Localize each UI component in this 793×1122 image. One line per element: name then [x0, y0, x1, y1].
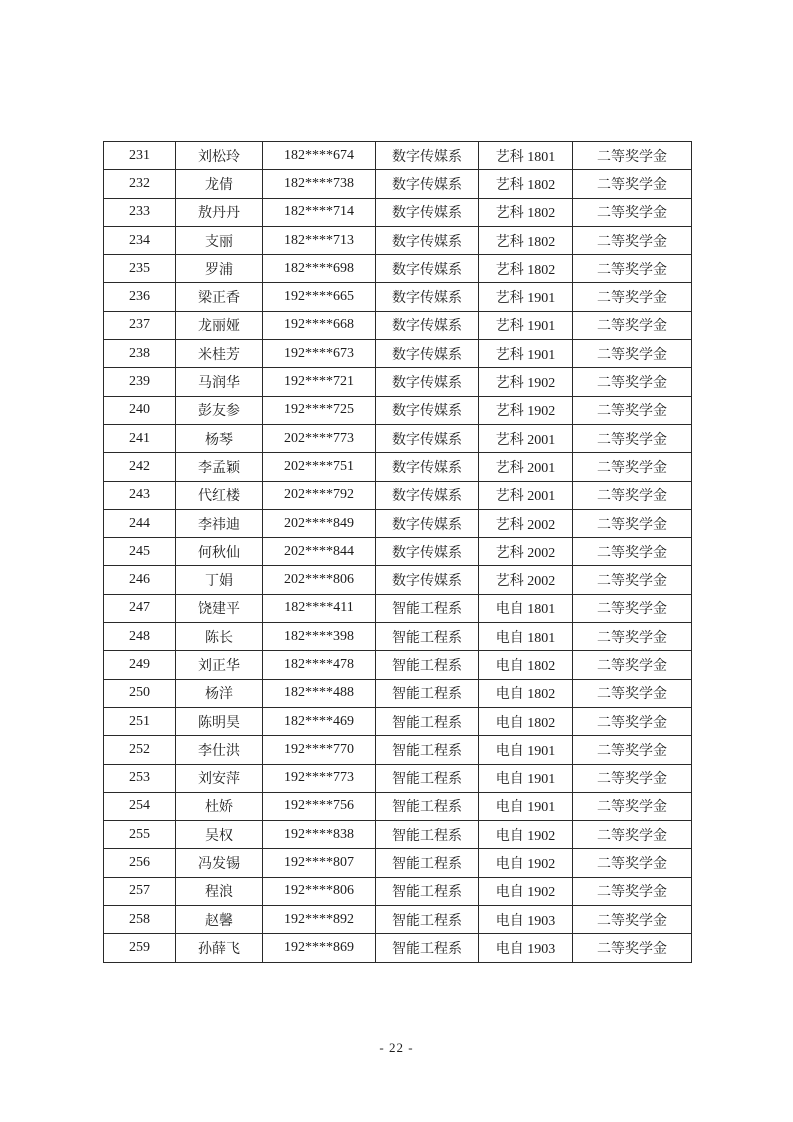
cell-department: 数字传媒系	[376, 424, 479, 452]
cell-award: 二等奖学金	[573, 934, 692, 962]
table-row	[104, 934, 692, 962]
cell-student-name: 赵馨	[176, 906, 263, 934]
cell-student-id: 192****773	[263, 764, 376, 792]
cell-department: 数字传媒系	[376, 226, 479, 254]
table-row	[104, 792, 692, 820]
cell-award: 二等奖学金	[573, 736, 692, 764]
cell-class: 艺科 2001	[479, 481, 573, 509]
cell-student-id: 192****725	[263, 396, 376, 424]
cell-row-number: 234	[104, 226, 176, 254]
cell-class: 电自 1902	[479, 849, 573, 877]
cell-student-id: 182****714	[263, 198, 376, 226]
cell-award: 二等奖学金	[573, 170, 692, 198]
cell-student-name: 罗浦	[176, 255, 263, 283]
cell-department: 数字传媒系	[376, 481, 479, 509]
cell-student-id: 192****665	[263, 283, 376, 311]
cell-row-number: 241	[104, 424, 176, 452]
cell-class: 电自 1901	[479, 764, 573, 792]
cell-class: 艺科 1802	[479, 255, 573, 283]
cell-award: 二等奖学金	[573, 509, 692, 537]
cell-department: 数字传媒系	[376, 170, 479, 198]
cell-class: 电自 1802	[479, 651, 573, 679]
cell-student-id: 192****668	[263, 311, 376, 339]
table-row	[104, 311, 692, 339]
cell-student-name: 陈明昊	[176, 707, 263, 735]
cell-department: 数字传媒系	[376, 311, 479, 339]
cell-class: 艺科 1901	[479, 340, 573, 368]
cell-row-number: 258	[104, 906, 176, 934]
cell-student-id: 182****674	[263, 142, 376, 170]
cell-row-number: 231	[104, 142, 176, 170]
cell-student-id: 192****838	[263, 821, 376, 849]
cell-department: 数字传媒系	[376, 142, 479, 170]
cell-student-name: 丁娟	[176, 566, 263, 594]
cell-student-name: 李孟颖	[176, 453, 263, 481]
table-row	[104, 651, 692, 679]
table-row	[104, 198, 692, 226]
table-row	[104, 849, 692, 877]
table-row	[104, 679, 692, 707]
table-row	[104, 340, 692, 368]
cell-award: 二等奖学金	[573, 821, 692, 849]
cell-student-id: 202****844	[263, 538, 376, 566]
cell-student-id: 192****869	[263, 934, 376, 962]
cell-department: 数字传媒系	[376, 283, 479, 311]
cell-award: 二等奖学金	[573, 792, 692, 820]
cell-student-id: 202****751	[263, 453, 376, 481]
cell-row-number: 242	[104, 453, 176, 481]
cell-class: 艺科 1901	[479, 283, 573, 311]
cell-row-number: 248	[104, 623, 176, 651]
cell-student-name: 冯发锡	[176, 849, 263, 877]
cell-row-number: 252	[104, 736, 176, 764]
cell-student-name: 吴权	[176, 821, 263, 849]
cell-row-number: 257	[104, 877, 176, 905]
cell-department: 智能工程系	[376, 934, 479, 962]
cell-student-id: 182****411	[263, 594, 376, 622]
cell-row-number: 232	[104, 170, 176, 198]
table-row	[104, 538, 692, 566]
cell-class: 艺科 1802	[479, 198, 573, 226]
cell-row-number: 255	[104, 821, 176, 849]
cell-award: 二等奖学金	[573, 481, 692, 509]
cell-row-number: 259	[104, 934, 176, 962]
cell-class: 电自 1901	[479, 792, 573, 820]
cell-row-number: 239	[104, 368, 176, 396]
cell-student-name: 李祎迪	[176, 509, 263, 537]
cell-student-name: 彭友参	[176, 396, 263, 424]
table-row	[104, 877, 692, 905]
cell-student-id: 182****713	[263, 226, 376, 254]
cell-row-number: 243	[104, 481, 176, 509]
cell-row-number: 253	[104, 764, 176, 792]
cell-student-name: 龙倩	[176, 170, 263, 198]
cell-class: 电自 1903	[479, 934, 573, 962]
cell-award: 二等奖学金	[573, 283, 692, 311]
cell-student-id: 182****398	[263, 623, 376, 651]
cell-award: 二等奖学金	[573, 651, 692, 679]
cell-student-name: 饶建平	[176, 594, 263, 622]
cell-award: 二等奖学金	[573, 566, 692, 594]
cell-student-id: 192****807	[263, 849, 376, 877]
cell-department: 数字传媒系	[376, 566, 479, 594]
table-row	[104, 453, 692, 481]
cell-award: 二等奖学金	[573, 707, 692, 735]
cell-student-name: 刘松玲	[176, 142, 263, 170]
table-row	[104, 481, 692, 509]
cell-award: 二等奖学金	[573, 198, 692, 226]
cell-student-name: 龙丽娅	[176, 311, 263, 339]
cell-class: 电自 1902	[479, 821, 573, 849]
cell-student-id: 182****738	[263, 170, 376, 198]
cell-student-name: 陈长	[176, 623, 263, 651]
cell-department: 智能工程系	[376, 877, 479, 905]
cell-row-number: 251	[104, 707, 176, 735]
cell-class: 电自 1901	[479, 736, 573, 764]
cell-student-name: 孙薛飞	[176, 934, 263, 962]
table-row	[104, 707, 692, 735]
cell-department: 智能工程系	[376, 679, 479, 707]
cell-class: 艺科 2002	[479, 566, 573, 594]
cell-row-number: 246	[104, 566, 176, 594]
cell-class: 艺科 1902	[479, 368, 573, 396]
cell-row-number: 235	[104, 255, 176, 283]
cell-row-number: 238	[104, 340, 176, 368]
cell-award: 二等奖学金	[573, 396, 692, 424]
cell-student-id: 192****892	[263, 906, 376, 934]
cell-row-number: 247	[104, 594, 176, 622]
cell-class: 电自 1802	[479, 679, 573, 707]
cell-department: 数字传媒系	[376, 198, 479, 226]
cell-class: 艺科 1802	[479, 226, 573, 254]
cell-student-id: 182****469	[263, 707, 376, 735]
cell-department: 智能工程系	[376, 792, 479, 820]
cell-award: 二等奖学金	[573, 368, 692, 396]
cell-department: 智能工程系	[376, 707, 479, 735]
cell-award: 二等奖学金	[573, 877, 692, 905]
cell-row-number: 245	[104, 538, 176, 566]
table-row	[104, 906, 692, 934]
cell-department: 数字传媒系	[376, 340, 479, 368]
cell-department: 数字传媒系	[376, 396, 479, 424]
cell-award: 二等奖学金	[573, 538, 692, 566]
table-row	[104, 566, 692, 594]
cell-department: 数字传媒系	[376, 538, 479, 566]
cell-class: 艺科 1801	[479, 142, 573, 170]
cell-department: 智能工程系	[376, 906, 479, 934]
cell-award: 二等奖学金	[573, 311, 692, 339]
cell-award: 二等奖学金	[573, 679, 692, 707]
cell-class: 艺科 1902	[479, 396, 573, 424]
table-row	[104, 424, 692, 452]
cell-class: 电自 1802	[479, 707, 573, 735]
cell-student-name: 代红楼	[176, 481, 263, 509]
cell-award: 二等奖学金	[573, 142, 692, 170]
cell-award: 二等奖学金	[573, 849, 692, 877]
page-number: - 22 -	[379, 1040, 414, 1055]
cell-department: 智能工程系	[376, 594, 479, 622]
cell-department: 智能工程系	[376, 651, 479, 679]
cell-department: 智能工程系	[376, 821, 479, 849]
cell-student-id: 192****806	[263, 877, 376, 905]
cell-row-number: 236	[104, 283, 176, 311]
cell-student-name: 李仕洪	[176, 736, 263, 764]
table-row	[104, 396, 692, 424]
cell-department: 智能工程系	[376, 849, 479, 877]
table-row	[104, 509, 692, 537]
cell-student-id: 182****698	[263, 255, 376, 283]
cell-row-number: 254	[104, 792, 176, 820]
cell-student-name: 何秋仙	[176, 538, 263, 566]
table-row	[104, 821, 692, 849]
cell-student-id: 192****756	[263, 792, 376, 820]
cell-class: 电自 1902	[479, 877, 573, 905]
cell-award: 二等奖学金	[573, 255, 692, 283]
table-row	[104, 226, 692, 254]
scholarship-award-table	[103, 141, 692, 963]
cell-award: 二等奖学金	[573, 594, 692, 622]
cell-department: 数字传媒系	[376, 368, 479, 396]
cell-class: 艺科 2002	[479, 538, 573, 566]
cell-award: 二等奖学金	[573, 453, 692, 481]
cell-student-name: 刘安萍	[176, 764, 263, 792]
table-row	[104, 255, 692, 283]
cell-class: 艺科 2001	[479, 453, 573, 481]
cell-class: 艺科 2002	[479, 509, 573, 537]
cell-student-id: 202****849	[263, 509, 376, 537]
cell-row-number: 250	[104, 679, 176, 707]
cell-class: 艺科 1802	[479, 170, 573, 198]
cell-student-id: 192****721	[263, 368, 376, 396]
cell-student-id: 202****792	[263, 481, 376, 509]
table-row	[104, 368, 692, 396]
cell-department: 智能工程系	[376, 764, 479, 792]
cell-student-name: 支丽	[176, 226, 263, 254]
table-row	[104, 764, 692, 792]
cell-row-number: 249	[104, 651, 176, 679]
cell-award: 二等奖学金	[573, 424, 692, 452]
cell-award: 二等奖学金	[573, 906, 692, 934]
cell-student-id: 192****770	[263, 736, 376, 764]
cell-class: 电自 1903	[479, 906, 573, 934]
table-row	[104, 623, 692, 651]
table-row	[104, 170, 692, 198]
table-row	[104, 142, 692, 170]
cell-row-number: 233	[104, 198, 176, 226]
cell-student-id: 202****806	[263, 566, 376, 594]
cell-award: 二等奖学金	[573, 340, 692, 368]
cell-student-id: 192****673	[263, 340, 376, 368]
cell-student-name: 梁正香	[176, 283, 263, 311]
cell-student-name: 马润华	[176, 368, 263, 396]
cell-class: 艺科 2001	[479, 424, 573, 452]
cell-student-name: 敖丹丹	[176, 198, 263, 226]
cell-department: 数字传媒系	[376, 509, 479, 537]
cell-department: 智能工程系	[376, 623, 479, 651]
cell-row-number: 240	[104, 396, 176, 424]
cell-class: 艺科 1901	[479, 311, 573, 339]
cell-department: 数字传媒系	[376, 255, 479, 283]
cell-department: 数字传媒系	[376, 453, 479, 481]
cell-student-id: 202****773	[263, 424, 376, 452]
cell-student-name: 刘正华	[176, 651, 263, 679]
cell-student-name: 杨琴	[176, 424, 263, 452]
cell-row-number: 237	[104, 311, 176, 339]
cell-class: 电自 1801	[479, 594, 573, 622]
cell-student-name: 杜娇	[176, 792, 263, 820]
cell-award: 二等奖学金	[573, 226, 692, 254]
student-table-body	[104, 142, 692, 963]
table-row	[104, 283, 692, 311]
table-row	[104, 594, 692, 622]
cell-department: 智能工程系	[376, 736, 479, 764]
cell-class: 电自 1801	[479, 623, 573, 651]
cell-row-number: 256	[104, 849, 176, 877]
cell-row-number: 244	[104, 509, 176, 537]
table-row	[104, 736, 692, 764]
cell-student-id: 182****478	[263, 651, 376, 679]
cell-student-id: 182****488	[263, 679, 376, 707]
cell-award: 二等奖学金	[573, 764, 692, 792]
cell-student-name: 杨洋	[176, 679, 263, 707]
cell-award: 二等奖学金	[573, 623, 692, 651]
cell-student-name: 米桂芳	[176, 340, 263, 368]
cell-student-name: 程浪	[176, 877, 263, 905]
